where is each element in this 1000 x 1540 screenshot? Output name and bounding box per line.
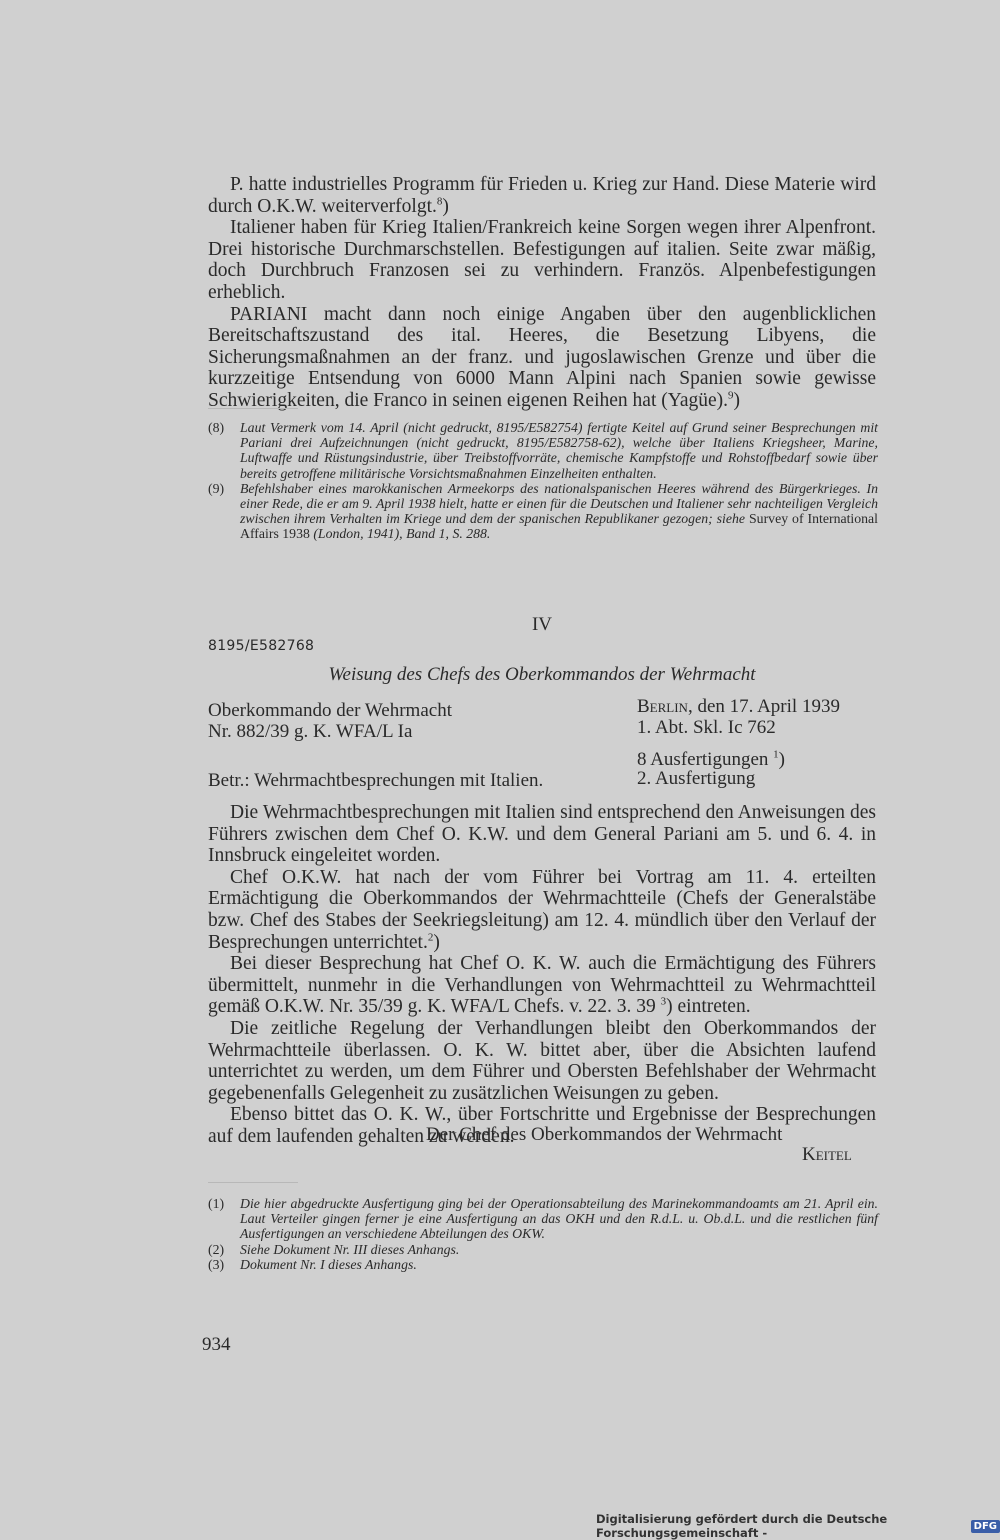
footnote-tail: (London, 1941), Band 1, S. 288.: [313, 526, 491, 542]
footnote-citation: Survey of International Affairs 1938: [240, 511, 879, 542]
footnotes-bottom: [208, 1196, 878, 1272]
paragraph: [208, 217, 876, 303]
footnote-number: (3): [208, 1256, 225, 1272]
paragraph-text: Chef O.K.W. hat nach der vom Führer bei Vortrag am 11. 4. erteilten Ermächtigung die Oberkommandos der Wehrmachtteile (Chefs der Generalstäbe bzw. Chef des Stabes der Seekriegsleitung) am 12. 4. mündlich über den Verlauf der Besprechungen unterrichtet.: [208, 866, 876, 953]
top-text-block: [208, 174, 876, 412]
paragraph-text: Italiener haben für Krieg Italien/Frankreich keine Sorgen wegen ihrer Alpenfront. Drei historische Durchmarschstellen. Befestigungen auf italien. Seite zwar mäßig, doch Durchbruch Franzosen sei zu verhindern. Französ. Alpenbefestigungen erheblich.: [208, 217, 876, 303]
paragraph-text: Die Wehrmachtbesprechungen mit Italien sind entsprechend den Anweisungen des Führers zwischen dem Chef O. K.W. und dem General Pariani am 5. und 6. 4. in Innsbruck eingeleitet worden.: [208, 802, 876, 867]
header-right: [637, 696, 840, 738]
paragraph: PARIANI macht dann noch einige Angaben über den augenblicklichen Bereitschaftszustand des ital. Heeres, die Besetzung Libyens, die Sicherungsmaßnahmen an der franz. und jugoslawischen Grenze und über die kurzzeitige Entsendung von 6000 Mann Alpini nach Spanien sowie gewisse Schwierigkeiten, die Franco in seinen eigenen Reihen hat (Yagüe).$^9$): [208, 303, 876, 411]
paragraph: Chef O.K.W. hat nach der vom Führer bei Vortrag am 11. 4. erteilten Ermächtigung die Oberkommandos der Wehrmachtteile (Chefs der Generalstäbe bzw. Chef des Stabes der Seekriegsleitung) am 12. 4. mündlich über den Verlauf der Besprechungen unterrichtet.$^2$): [208, 866, 876, 953]
paragraph-text: Die zeitliche Regelung der Verhandlungen bleibt den Oberkommandos der Wehrmachtteile überlassen. O. K. W. bittet aber, über die Absichten laufend unterrichtet zu werden, um dem Führer und Obersten Befehlshaber der Wehrmacht gegebenenfalls Gelegenheit zu zusätzlichen Weisungen zu geben.: [208, 1017, 876, 1104]
footnote-text: Siehe Dokument Nr. III dieses Anhangs.: [240, 1241, 460, 1257]
place-date: [637, 696, 840, 717]
footnote-mark: 1: [773, 748, 779, 761]
signature-name: Keitel: [802, 1144, 852, 1165]
paragraph-text: PARIANI macht dann noch einige Angaben über den augenblicklichen Bereitschaftszustand des ital. Heeres, die Besetzung Libyens, die Sicherungsmaßnahmen an der franz. und jugoslawischen Grenze und über die kurzzeitige Entsendung von 6000 Mann Alpini nach Spanien sowie gewisse Schwierigkeiten, die Franco in seinen eigenen Reihen hat (Yagüe).: [208, 303, 876, 411]
subject-line: Betr.: Wehrmachtbesprechungen mit Italien.: [208, 770, 544, 791]
footnotes-top: [208, 420, 878, 542]
footnote: [208, 1196, 878, 1242]
credit-text: Digitalisierung gefördert durch die Deutsche Forschungsgemeinschaft -: [596, 1512, 888, 1540]
footnote-number: (1): [208, 1196, 225, 1211]
paragraph-text: Ebenso bittet das O. K. W., über Fortschritte und Ergebnisse der Besprechungen auf dem laufenden gehalten zu werden.: [208, 1104, 876, 1147]
document-title: Weisung des Chefs des Oberkommandos der Wehrmacht: [328, 664, 756, 685]
page-number: 934: [202, 1334, 231, 1355]
paragraph: [208, 802, 876, 867]
department-reference: 1. Abt. Skl. Ic 762: [637, 717, 776, 738]
footnote: [208, 1242, 878, 1257]
footnote-number: (8): [208, 420, 225, 435]
footnote-rule: [208, 408, 298, 409]
date: , den 17. April 1939: [687, 696, 840, 717]
office-name: Oberkommando der Wehrmacht: [208, 700, 452, 721]
copies-count: 8 Ausfertigungen $^1$): [637, 748, 785, 770]
footnote: [208, 420, 878, 481]
paragraph: [208, 1018, 876, 1104]
footnote-text: Die hier abgedruckte Ausfertigung ging bei der Operationsabteilung des Marinekommandoamts am 21. April ein. Laut Verteiler gingen ferner je eine Ausfertigung an das OKH und den R.d.L. u. Ob.d.L. und die restlichen fünf Ausfertigungen an verschiedene Abteilungen des OKW.: [240, 1196, 878, 1242]
footnote-mark: 8: [436, 195, 443, 208]
footnote-mark: 2: [427, 931, 434, 944]
directive-body: [208, 802, 876, 1148]
footnote-rule: [208, 1182, 298, 1183]
footnote-number: (2): [208, 1241, 225, 1257]
footnote: [208, 481, 878, 542]
place: Berlin: [637, 696, 688, 717]
signature-line: Der Chef des Oberkommandos der Wehrmacht: [426, 1124, 783, 1145]
digitization-credit: [596, 1512, 1000, 1540]
copy-number: 2. Ausfertigung: [637, 768, 756, 789]
header-left: [208, 700, 452, 742]
paragraph-text: P. hatte industrielles Programm für Frieden u. Krieg zur Hand. Diese Materie wird durch O.K.W. weiterverfolgt.: [208, 174, 876, 217]
footnote-number: (9): [208, 480, 225, 496]
footnote-mark: 3: [660, 995, 667, 1008]
paragraph: Bei dieser Besprechung hat Chef O. K. W. auch die Ermächtigung des Führers übermittelt, nunmehr in die Verhandlungen von Wehrmachtteil zu Wehrmachtteil gemäß O.K.W. Nr. 35/39 g. K. WFA/L Chefs. v. 22. 3. 39 $^3$) eintreten.: [208, 953, 876, 1018]
paragraph: P. hatte industrielles Programm für Frieden u. Krieg zur Hand. Diese Materie wird durch O.K.W. weiterverfolgt.$^8$): [208, 174, 876, 217]
section-number: IV: [531, 614, 553, 635]
footnote: [208, 1257, 878, 1272]
paragraph-text: Bei dieser Besprechung hat Chef O. K. W. auch die Ermächtigung des Führers übermittelt, nunmehr in die Verhandlungen von Wehrmachtteil zu Wehrmachtteil gemäß O.K.W. Nr. 35/39 g. K. WFA/L Chefs. v. 22. 3. 39: [208, 953, 876, 1018]
footnote-text: Dokument Nr. I dieses Anhangs.: [240, 1256, 417, 1272]
dfg-logo-icon: DFG: [971, 1520, 1000, 1533]
office-reference: Nr. 882/39 g. K. WFA/L Ia: [208, 721, 413, 742]
footnote-mark: 9: [728, 389, 734, 402]
copies-count-text: 8 Ausfertigungen: [637, 749, 769, 770]
paragraph-text: eintreten.: [677, 996, 751, 1018]
footnote-text: Laut Vermerk vom 14. April (nicht gedruckt, 8195/E582754) fertigte Keitel auf Grund seiner Besprechungen mit Pariani drei Aufzeichnungen (nicht gedruckt, 8195/E582758-62), welche über Italiens Kriegsheer, Marine, Luftwaffe und Rüstungsindustrie, über Treibstoffvorräte, chemische Kampfstoffe und Rohstoffbedarf sowie über bereits getroffene militärische Vorsichtsmaßnahmen Einzelheiten enthalten.: [240, 420, 878, 481]
file-reference: 8195/E582768: [208, 638, 315, 654]
footnote-text: Befehlshaber eines marokkanischen Armeekorps des nationalspanischen Heeres während des Bürgerkrieges. In einer Rede, die er am 9. April 1938 hielt, hatte er einen für die Deutschen und Italiener sehr nachteiligen Vergleich zwischen ihrem Verhalten im Kriege und dem der spanischen Republikaner gezogen; siehe: [240, 480, 878, 527]
